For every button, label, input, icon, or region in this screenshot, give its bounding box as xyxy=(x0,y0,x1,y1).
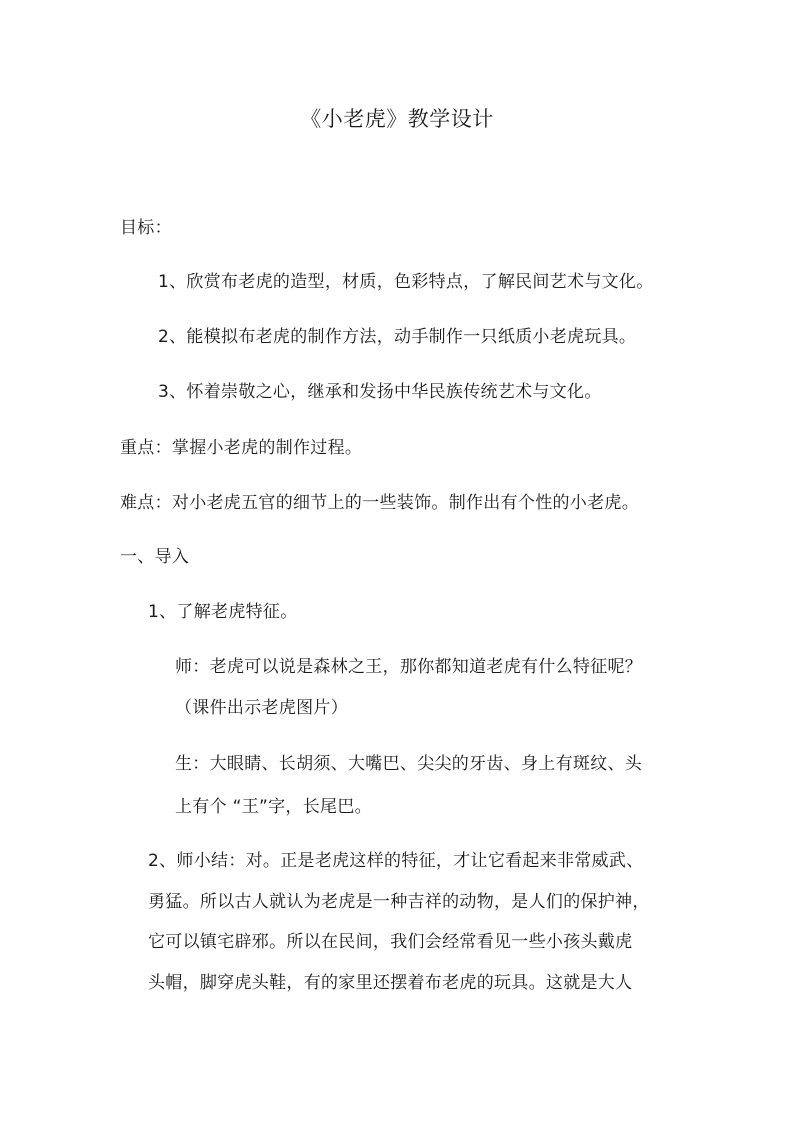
teacher-line-1: 师：老虎可以说是森林之王，那你都知道老虎有什么特征呢？ xyxy=(175,657,643,677)
document-title: 《小老虎》教学设计 xyxy=(300,107,494,131)
goal-item-3: 3、怀着崇敬之心，继承和发扬中华民族传统艺术与文化。 xyxy=(158,382,602,402)
step2-line-2: 勇猛。所以古人就认为老虎是一种吉祥的动物，是人们的保护神， xyxy=(148,892,650,912)
student-line-1: 生：大眼睛、长胡须、大嘴巴、尖尖的牙齿、身上有斑纹、头 xyxy=(175,754,643,774)
goals-heading: 目标： xyxy=(120,218,172,238)
student-line-2: 上有个 “王”字，长尾巴。 xyxy=(175,797,372,817)
step1-heading: 1、了解老虎特征。 xyxy=(148,602,298,622)
key-point: 重点：掌握小老虎的制作过程。 xyxy=(120,438,363,458)
difficulty-point: 难点：对小老虎五官的细节上的一些装饰。制作出有个性的小老虎。 xyxy=(120,493,639,513)
step2-line-1: 2、师小结：对。正是老虎这样的特征，才让它看起来非常威武、 xyxy=(148,851,644,871)
step2-line-4: 头帽，脚穿虎头鞋，有的家里还摆着布老虎的玩具。这就是大人 xyxy=(148,973,633,993)
section-heading-intro: 一、导入 xyxy=(120,547,190,567)
teacher-line-2: （课件出示老虎图片） xyxy=(175,698,348,718)
goal-item-2: 2、能模拟布老虎的制作方法，动手制作一只纸质小老虎玩具。 xyxy=(158,327,637,347)
step2-line-3: 它可以镇宅辟邪。所以在民间，我们会经常看见一些小孩头戴虎 xyxy=(148,932,633,952)
goal-item-1: 1、欣赏布老虎的造型，材质，色彩特点，了解民间艺术与文化。 xyxy=(158,272,654,292)
